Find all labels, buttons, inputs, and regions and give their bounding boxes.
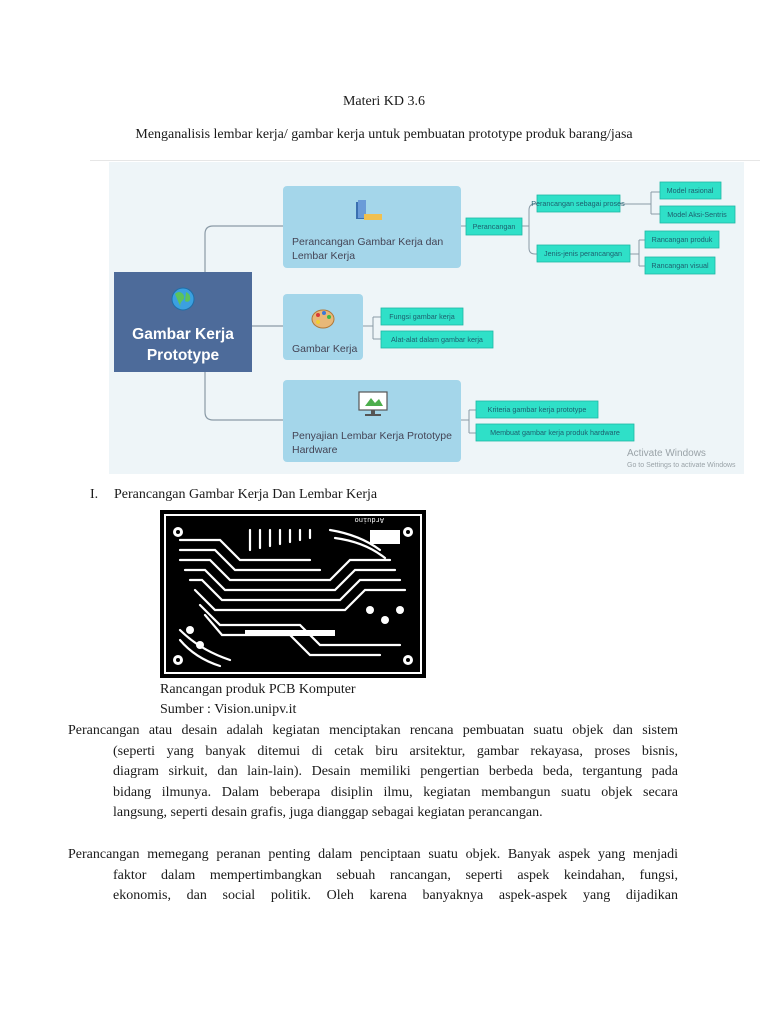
branch-1-label-1: Perancangan Gambar Kerja dan bbox=[292, 236, 444, 248]
figure-caption: Rancangan produk PCB Komputer bbox=[160, 682, 356, 697]
section-heading bbox=[90, 487, 377, 503]
pcb-drawing bbox=[160, 510, 426, 678]
p1-line-5: langsung, seperti desain grafis, juga dianggap sebagai kegiatan perancangan. bbox=[113, 805, 543, 820]
p1-line-1: Perancangan atau desain adalah kegiatan menciptakan rencana pembuatan suatu objek dan sistem bbox=[68, 723, 678, 738]
node-membuat-gambar-kerja-label: Membuat gambar kerja produk hardware bbox=[490, 428, 620, 437]
node-rancangan-visual-label: Rancangan visual bbox=[651, 261, 709, 270]
node-fungsi-gambar-kerja-label: Fungsi gambar kerja bbox=[389, 312, 455, 321]
mindmap-svg bbox=[109, 162, 744, 474]
p2-line-3: ekonomis, dan social politik. Oleh karena banyaknya aspek-aspek yang dijadikan bbox=[113, 888, 678, 903]
divider bbox=[90, 160, 760, 161]
mindmap-diagram bbox=[109, 162, 744, 474]
watermark-line-1: Activate Windows bbox=[627, 448, 706, 459]
pcb-image bbox=[160, 510, 426, 678]
p1-line-3: diagram sirkuit, dan lain-lain). Desain memiliki pengertian berbeda beda, tergantung pada bbox=[113, 764, 678, 779]
root-label-2: Prototype bbox=[146, 347, 220, 364]
branch-3-label-2: Hardware bbox=[292, 444, 338, 456]
node-kriteria-gambar-kerja-label: Kriteria gambar kerja prototype bbox=[487, 405, 587, 414]
p2-line-1: Perancangan memegang peranan penting dalam penciptaan suatu objek. Banyak aspek yang menjadi bbox=[68, 847, 678, 862]
globe-icon bbox=[172, 288, 194, 310]
palette-icon bbox=[312, 310, 334, 328]
p1-line-2: (seperti yang banyak ditemui di cetak biru arsitektur, gambar rekayasa, proses bisnis, bbox=[113, 743, 678, 759]
document-title: Materi KD 3.6 bbox=[342, 94, 426, 109]
branch3-connectors bbox=[461, 410, 476, 433]
paragraph-1 bbox=[68, 721, 678, 824]
paragraph-2 bbox=[68, 845, 678, 907]
node-alat-gambar-kerja-label: Alat-alat dalam gambar kerja bbox=[391, 335, 483, 344]
node-jenis-perancangan-label: Jenis-jenis perancangan bbox=[544, 249, 622, 258]
branch2-connectors bbox=[363, 317, 381, 339]
p1-line-4: bidang ilmunya. Dalam beberapa disiplin ilmu, kegiatan membangun suatu objek secara bbox=[113, 784, 678, 800]
pcb-label: Arduino bbox=[354, 515, 384, 523]
branch-1-label-2: Lembar Kerja bbox=[292, 250, 356, 262]
document-subtitle: Menganalisis lembar kerja/ gambar kerja untuk pembuatan prototype produk barang/jasa bbox=[135, 127, 633, 142]
root-label-1: Gambar Kerja bbox=[132, 326, 234, 343]
section-number: I. bbox=[90, 487, 99, 502]
node-perancangan-sebagai-proses-label: Perancangan sebagai proses bbox=[531, 199, 625, 208]
node-model-rasional-label: Model rasional bbox=[666, 186, 714, 195]
branch-3-label-1: Penyajian Lembar Kerja Prototype bbox=[292, 430, 452, 442]
watermark-line-2: Go to Settings to activate Windows bbox=[627, 462, 736, 469]
node-model-aksi-sentris-label: Model Aksi-Sentris bbox=[667, 210, 727, 219]
node-perancangan-label: Perancangan bbox=[472, 222, 516, 231]
branch-2-label: Gambar Kerja bbox=[292, 343, 358, 355]
p2-line-2: faktor dalam mempertimbangkan sebuah rancangan, seperti aspek keindahan, fungsi, bbox=[113, 867, 678, 883]
figure-source: Sumber : Vision.unipv.it bbox=[160, 702, 297, 717]
node-rancangan-produk-label: Rancangan produk bbox=[651, 235, 713, 244]
section-title: Perancangan Gambar Kerja Dan Lembar Kerja bbox=[114, 487, 378, 502]
